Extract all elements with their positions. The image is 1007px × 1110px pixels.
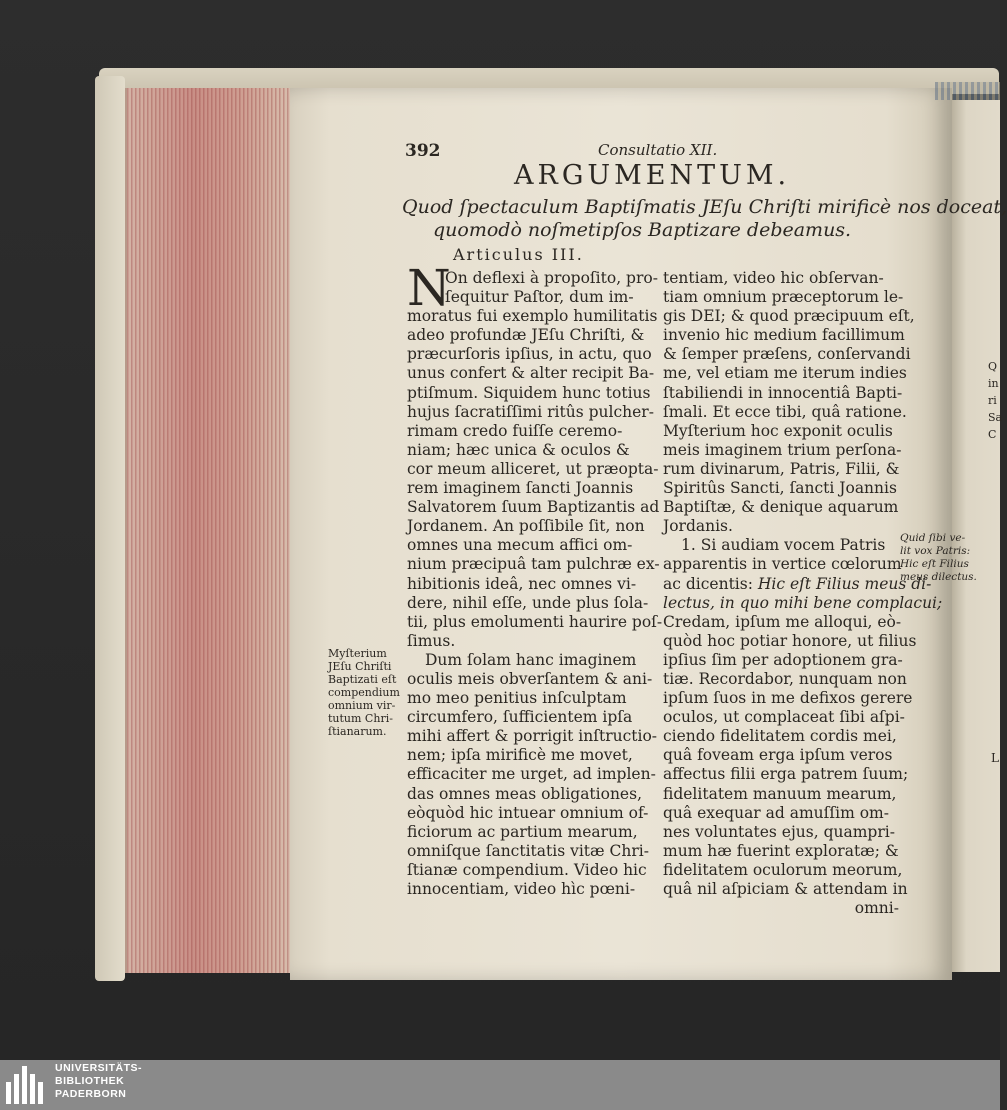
text-line: Baptiſtæ, & denique aquarum [663,498,899,517]
text-line: affectus filii erga patrem ſuum; [663,765,909,784]
text-line: hujus ſacratiſſimi ritûs pulcher- [407,402,654,421]
catchword: omni- [854,899,899,918]
text-span: ac dicentis: [663,574,758,593]
text-line: præcurſoris ipſius, in actu, quo [407,345,652,364]
text-line: unus confert & alter recipit Ba- [407,364,655,383]
margin-note-line: JEſu Chriſti [328,660,392,673]
text-line: ſmali. Et ecce tibi, quâ ratione. [663,402,907,421]
text-line: Myſterium hoc exponit oculis [663,421,893,440]
text-line: Salvatorem ſuum Baptizantis ad [407,498,660,517]
next-page-fragment-bottom: L [991,751,999,765]
margin-note-line: Myſterium [328,647,387,660]
margin-note-line: lit vox Patris: [900,545,971,557]
text-line: ſtianæ compendium. Video hic [407,860,647,879]
margin-note-line: Hic eſt Filius [900,558,969,570]
text-column-left [407,269,663,899]
text-line: ptiſmum. Siquidem hunc totius [407,383,651,402]
subtitle-line: Quod ſpectaculum Baptiſmatis JEſu Chriſti mirificè nos doceat, [402,196,1007,218]
text-line: meis imaginem trium perſona- [663,440,902,459]
article-heading: Articulus III. [453,245,584,264]
library-footer-bar [0,1060,1000,1110]
page-number: 392 [405,141,441,161]
text-line: omnes una mecum affici om- [407,536,633,555]
text-line: ſimus. [407,631,456,650]
text-line: Spiritûs Sancti, ſancti Joannis [663,479,897,498]
margin-note-left [328,647,400,738]
margin-note-line: Baptizati eſt [328,673,397,686]
text-line: omniſque ſanctitatis vitæ Chri- [407,841,649,860]
margin-note-right [900,532,977,584]
text-line: Jordanem. An poſſibile ſit, non [407,517,645,536]
text-line: rum divinarum, Patris, Filii, & [663,459,900,478]
text-line: tiæ. Recordabor, nunquam non [663,669,907,688]
library-logo-icon [6,1066,46,1104]
text-line: rem imaginem ſancti Joannis [407,479,634,498]
text-line [663,574,932,594]
fragment-line: Sa [988,411,1003,424]
text-line: tentiam, video hic obſervan- [663,269,884,287]
fragment-line: in [988,377,999,390]
subtitle-line: quomodò noſmetipſos Baptizare debeamus. [433,219,852,241]
text-line: moratus fui exemplo humilitatis [407,307,658,326]
fragment-line: C [988,428,997,441]
text-line: circumfero, ſufficientem ipſa [407,708,633,727]
margin-note-line: meus dilectus. [900,571,977,583]
text-line: tiam omnium præceptorum le- [663,288,904,307]
text-line: gis DEI; & quod præcipuum eſt, [663,307,915,326]
text-line: lectus, in quo mihi bene complacui; [663,593,943,612]
text-line: hibitionis ideâ, nec omnes vi- [407,574,637,593]
text-line: niam; hæc unica & oculos & [407,440,630,459]
text-line: oculos, ut complaceat ſibi aſpi- [663,708,905,727]
text-line: fidelitatem oculorum meorum, [663,860,903,879]
text-line: ciendo fidelitatem cordis mei, [663,727,897,746]
library-name [55,1062,142,1101]
text-line: me, vel etiam me iterum indies [663,364,907,383]
text-line: oculis meis obverſantem & ani- [407,669,653,688]
text-line: 1. Si audiam vocem Patris [681,536,886,555]
text-line: quâ foveam erga ipſum veros [663,746,893,765]
text-line: invenio hic medium facillimum [663,326,905,345]
text-line: fidelitatem manuum mearum, [663,784,897,803]
binding-thread [935,82,1000,100]
text-line: ipſum ſuos in me defixos gerere [663,689,913,708]
text-line: innocentiam, video hìc pœni- [407,880,636,898]
margin-note-line: compendium [328,686,400,699]
text-line: eòquòd hic intuear omnium of- [407,803,649,822]
text-line: Jordanis. [663,517,733,536]
text-line: Credam, ipſum me alloqui, eò- [663,612,902,631]
text-line: & ſemper præſens, conſervandi [663,345,911,364]
text-line: mihi affert & porrigit inſtructio- [407,727,658,746]
text-line: nem; ipſa mirificè me movet, [407,746,633,765]
text-line: ſequitur Paſtor, dum im- [445,288,634,307]
text-line: quâ nil aſpiciam & attendam in [663,880,908,898]
text-line: quâ exequar ad amuſſim om- [663,803,889,822]
text-line: nes voluntates ejus, quampri- [663,822,895,841]
drop-cap: N [407,259,451,317]
library-name-line: PADERBORN [55,1088,127,1100]
text-line: das omnes meas obligationes, [407,784,642,803]
text-line: On deflexi à propoſito, pro- [445,269,658,287]
text-line: mo meo penitius inſculptam [407,689,627,708]
library-name-line: BIBLIOTHEK [55,1075,125,1087]
text-line: dere, nihil eſſe, unde plus ſola- [407,593,649,612]
margin-note-line: Quid ſibi ve- [900,532,966,544]
library-name-line: UNIVERSITÄTS- [55,1062,143,1074]
text-line: adeo profundæ JEſu Chriſti, & [407,326,645,345]
text-line: apparentis in vertice cœlorum [663,555,902,574]
text-line: mum hæ fuerint exploratæ; & [663,841,899,860]
text-line: ficiorum ac partium mearum, [407,822,638,841]
text-line: nium præcipuâ tam pulchræ ex- [407,555,660,574]
fragment-line: ri [988,394,997,407]
fragment-line: Q [988,360,998,373]
text-line: efficaciter me urget, ad implen- [407,765,656,784]
page-title: ARGUMENTUM. [514,160,791,191]
text-line: tii, plus emolumenti haurire poſ- [407,612,663,631]
text-line: Dum ſolam hanc imaginem [425,650,637,669]
book-cover-left [95,76,125,981]
quotation-italic: Hic eſt Filius meus di- [757,574,932,593]
margin-note-line: tutum Chri- [328,712,393,725]
text-line: rimam credo fuiſſe ceremo- [407,421,623,440]
margin-note-line: omnium vir- [328,699,396,712]
page-edges-red-sprinkled [125,88,292,973]
text-line: quòd hoc potiar honore, ut filius [663,631,917,650]
next-page-fragment [988,358,1002,443]
running-head: Consultatio XII. [598,141,718,159]
margin-note-line: ſtianarum. [328,725,387,738]
text-line: ipſius ſim per adoptionem gra- [663,650,903,669]
text-line: ſtabiliendi in innocentiâ Bapti- [663,383,903,402]
text-line: cor meum alliceret, ut præopta- [407,459,659,478]
